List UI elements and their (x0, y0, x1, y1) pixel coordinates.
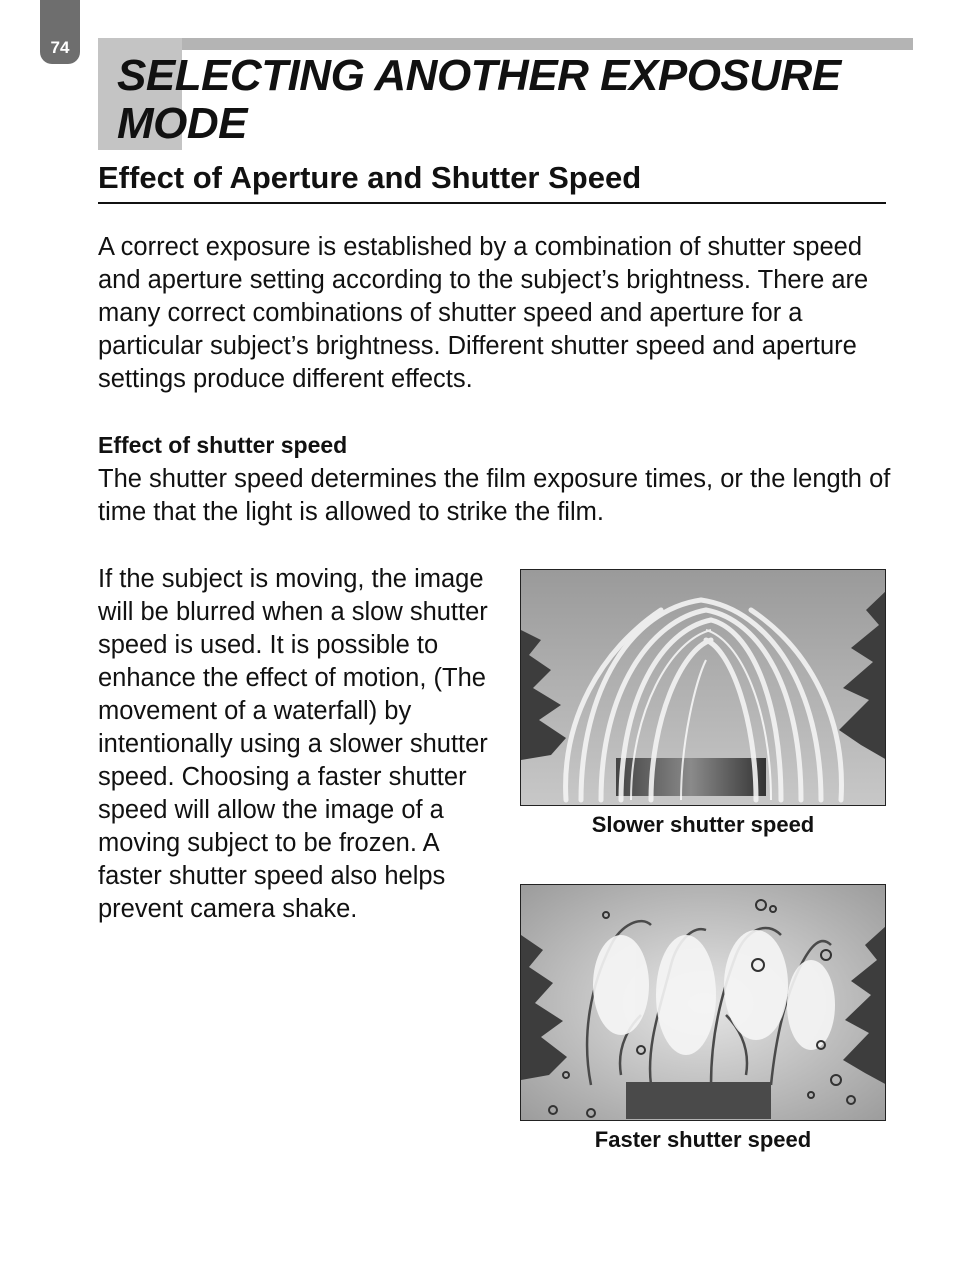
page-number-tab (40, 0, 80, 64)
intro-paragraph: A correct exposure is established by a combination of shutter speed and aperture setting according to the subject’s brightness. There are many correct combinations of shutter speed and aperture for a particular subject’s brightness. Different shutter speed and aperture settings produce different effects. (98, 233, 869, 393)
fast-shutter-caption: Faster shutter speed (594, 1127, 812, 1152)
title-bar-decoration (98, 38, 913, 50)
motion-explanation: If the subject is moving, the image will be blurred when a slow shutter speed is used. It is possible to enhance the effect of motion, (The movement of a waterfall) by intentionally using a slower shutter speed. Choosing a faster shutter speed will allow the image of a moving subject to be frozen. A faster shutter speed also helps prevent camera shake. (98, 565, 488, 923)
page-number: 74 (50, 38, 70, 57)
section-heading: Effect of Aperture and Shutter Speed (98, 160, 886, 204)
slow-shutter-caption: Slower shutter speed (591, 812, 815, 837)
page-title: SELECTING ANOTHER EXPOSURE MODE (117, 51, 841, 148)
shutter-speed-definition: The shutter speed determines the film exposure times, or the length of time that the light is allowed to strike the film. (98, 465, 891, 526)
slow-shutter-illustration (520, 569, 886, 806)
shutter-speed-heading: Effect of shutter speed (98, 432, 348, 458)
fast-shutter-illustration (520, 884, 886, 1121)
